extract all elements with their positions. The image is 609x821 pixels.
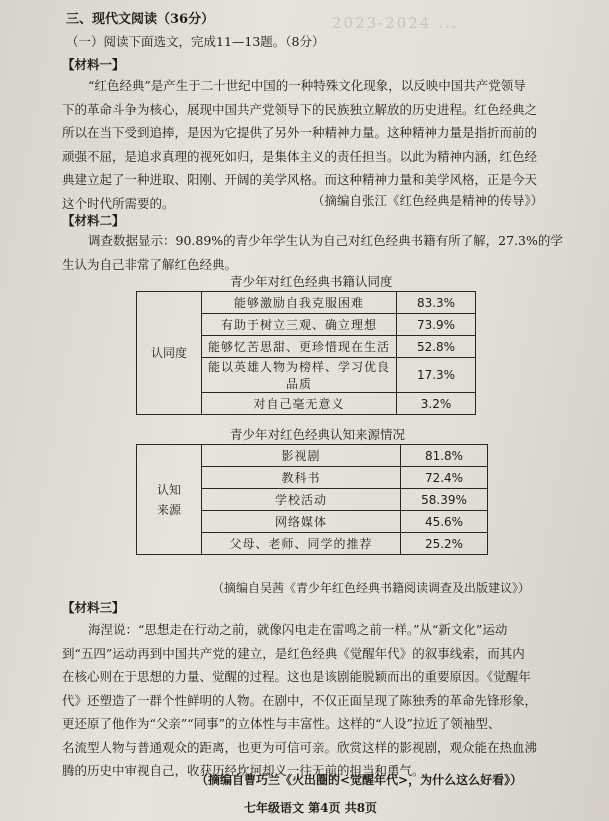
table2-group-label xyxy=(137,445,202,555)
material3-line: 名流型人物与普通观众的距离，也更为可信可亲。欣赏这样的影视剧，观众能在热血沸 xyxy=(62,739,538,755)
table2-item: 影视剧 xyxy=(202,445,401,467)
material1-line: 这个时代所需要的。 xyxy=(62,195,175,211)
table1-item: 能够激励自我克服困难 xyxy=(202,292,397,314)
material1-line: 下的革命斗争为核心，展现中国共产党领导下的民族独立解放的历史进程。红色经典之 xyxy=(62,101,538,117)
material1-line: “红色经典”是产生于二十世纪中国的一种特殊文化现象，以反映中国共产党领导 xyxy=(88,78,526,93)
table1-value: 52.8% xyxy=(397,336,476,358)
show-through-text: 2023-2024 ... xyxy=(332,14,459,32)
material3-line: 在核心则在于思想的力量、觉醒的过程。这也是该剧能脱颖而出的重要原因。《觉醒年 xyxy=(62,669,531,684)
table-approval xyxy=(136,291,476,415)
section-title: 三、现代文阅读（36分） xyxy=(66,12,215,27)
material3-line: 更还原了他作为“父亲”“同事”的立体性与丰富性。这样的“人设”拉近了领袖型、 xyxy=(62,716,501,731)
table1-value: 83.3% xyxy=(397,292,476,314)
table1-item: 对自己毫无意义 xyxy=(202,393,397,415)
table2-title: 青少年对红色经典认知来源情况 xyxy=(230,427,406,442)
table2-value: 58.39% xyxy=(401,489,488,511)
table-row xyxy=(137,292,476,314)
table2-group-line: 认知 xyxy=(156,482,181,497)
table1-value: 73.9% xyxy=(397,314,476,336)
material2-line: 调查数据显示：90.89%的青少年学生认为自己对红色经典书籍有所了解，27.3%的学 xyxy=(88,233,563,248)
material1-source: （摘编自张江《红色经典是精神的传导》） xyxy=(312,193,544,208)
table1-value: 3.2% xyxy=(397,393,476,415)
material1-label: 【材料一】 xyxy=(62,57,125,72)
table2-value: 45.6% xyxy=(401,511,488,533)
table2-item: 教科书 xyxy=(202,467,401,489)
page-footer: 七年级语文 第4页 共8页 xyxy=(244,801,378,815)
material1-line: 顽强不屈，是追求真理的视死如归，是集体主义的责任担当。以此为精神内涵，红色经 xyxy=(62,148,538,164)
table1-item: 能够忆苦思甜、更珍惜现在生活 xyxy=(202,336,397,358)
table2-value: 72.4% xyxy=(401,467,488,489)
material2-line: 生认为自己非常了解红色经典。 xyxy=(62,256,238,272)
table1-title: 青少年对红色经典书籍认同度 xyxy=(230,274,393,289)
table2-item: 网络媒体 xyxy=(202,511,401,533)
table1-item: 有助于树立三观、确立理想 xyxy=(202,314,397,336)
material2-source: （摘编自吴茜《青少年红色经典书籍阅读调查及出版建议》） xyxy=(212,581,531,595)
table2-item: 父母、老师、同学的推荐 xyxy=(202,533,401,555)
table2-item: 学校活动 xyxy=(202,489,401,511)
material3-label: 【材料三】 xyxy=(62,600,125,615)
table2-group-line: 来源 xyxy=(156,502,181,517)
material1-line: 典建立起了一种进取、阳刚、开阔的美学风格。而这种精神力量和美学风格，正是今天 xyxy=(62,172,538,187)
material3-line: 到“五四”运动再到中国共产党的建立，是红色经典《觉醒年代》的叙事线索，而其内 xyxy=(62,645,525,661)
table-sources xyxy=(136,444,488,555)
material3-line: 海涅说：“思想走在行动之前，就像闪电走在雷鸣之前一样。”从“新文化”运动 xyxy=(88,622,508,637)
question-instruction: （一）阅读下面选文，完成11—13题。（8分） xyxy=(66,34,325,49)
material3-line: 代》还塑造了一群个性鲜明的人物。在剧中，不仅正面呈现了陈独秀的革命先锋形象， xyxy=(62,692,538,708)
table-row xyxy=(137,445,488,467)
material2-label: 【材料二】 xyxy=(62,213,125,228)
table1-value: 17.3% xyxy=(397,358,476,393)
table1-item: 能以英雄人物为榜样、学习优良品质 xyxy=(202,358,397,393)
table2-value: 81.8% xyxy=(401,445,488,467)
material3-line: 腾的历史中审视自己，收获历经坎坷却义一往无前的担当和勇气。 xyxy=(62,763,425,778)
material2-body xyxy=(62,229,563,276)
material1-line: 所以在当下受到追捧，是因为它提供了另外一种精神力量。这种精神力量是指折而前的 xyxy=(62,125,538,140)
table2-value: 25.2% xyxy=(401,533,488,555)
material3-body xyxy=(62,618,537,783)
material3-source: （摘编自曹巧兰《火出圈的<觉醒年代>，为什么这么好看》） xyxy=(196,773,523,787)
table1-group-label: 认同度 xyxy=(137,292,202,415)
